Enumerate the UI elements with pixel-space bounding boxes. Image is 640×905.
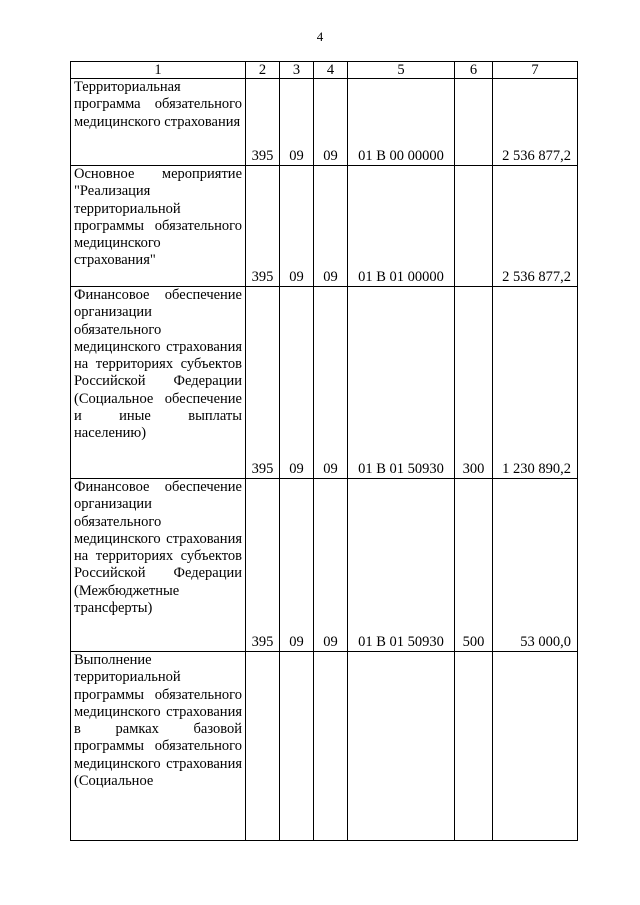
row-section-cell	[280, 652, 314, 841]
table-row	[71, 287, 578, 479]
column-header: 4	[314, 62, 348, 79]
table-row	[71, 652, 578, 841]
row-amount-cell: 53 000,0	[493, 479, 578, 652]
row-subsection-cell: 09	[314, 287, 348, 479]
row-target-article-cell: 01 В 01 00000	[348, 166, 455, 287]
page-number: 4	[316, 29, 324, 44]
row-amount-cell: 2 536 877,2	[493, 79, 578, 166]
table-row	[71, 166, 578, 287]
row-target-article-cell: 01 В 01 50930	[348, 287, 455, 479]
column-header: 1	[71, 62, 246, 79]
row-section-cell: 09	[280, 287, 314, 479]
row-subsection-cell: 09	[314, 79, 348, 166]
column-header: 3	[280, 62, 314, 79]
row-code-cell: 395	[246, 79, 280, 166]
row-expense-type-cell	[455, 79, 493, 166]
column-header: 5	[348, 62, 455, 79]
table-row	[71, 79, 578, 166]
row-target-article-cell	[348, 652, 455, 841]
row-section-cell: 09	[280, 479, 314, 652]
row-target-article-cell: 01 В 01 50930	[348, 479, 455, 652]
row-target-article-cell: 01 В 00 00000	[348, 79, 455, 166]
row-name-cell: Выполнение территориальной программы обязательного медицинского страхования в рамках базовой программы обязательного медицинского страхования (Социальное	[71, 652, 246, 841]
row-section-cell: 09	[280, 166, 314, 287]
row-name-cell: Основное мероприятие "Реализация территориальной программы обязательного медицинского страхования"	[71, 166, 246, 287]
row-section-cell: 09	[280, 79, 314, 166]
table-header-row	[71, 62, 578, 79]
row-code-cell	[246, 652, 280, 841]
budget-table	[70, 61, 578, 841]
row-expense-type-cell: 300	[455, 287, 493, 479]
row-amount-cell: 1 230 890,2	[493, 287, 578, 479]
row-amount-cell: 2 536 877,2	[493, 166, 578, 287]
row-subsection-cell: 09	[314, 479, 348, 652]
row-subsection-cell	[314, 652, 348, 841]
row-code-cell: 395	[246, 479, 280, 652]
row-name-cell: Финансовое обеспечение организации обязательного медицинского страхования на территориях субъектов Российской Федерации (Социальное обеспечение и иные выплаты населению)	[71, 287, 246, 479]
table-row	[71, 479, 578, 652]
row-expense-type-cell: 500	[455, 479, 493, 652]
row-expense-type-cell	[455, 166, 493, 287]
row-subsection-cell: 09	[314, 166, 348, 287]
column-header: 2	[246, 62, 280, 79]
row-code-cell: 395	[246, 287, 280, 479]
row-name-cell: Финансовое обеспечение организации обязательного медицинского страхования на территориях субъектов Российской Федерации (Межбюджетные трансферты)	[71, 479, 246, 652]
row-name-cell: Территориальная программа обязательного медицинского страхования	[71, 79, 246, 166]
row-expense-type-cell	[455, 652, 493, 841]
column-header: 6	[455, 62, 493, 79]
column-header: 7	[493, 62, 578, 79]
row-amount-cell	[493, 652, 578, 841]
row-code-cell: 395	[246, 166, 280, 287]
